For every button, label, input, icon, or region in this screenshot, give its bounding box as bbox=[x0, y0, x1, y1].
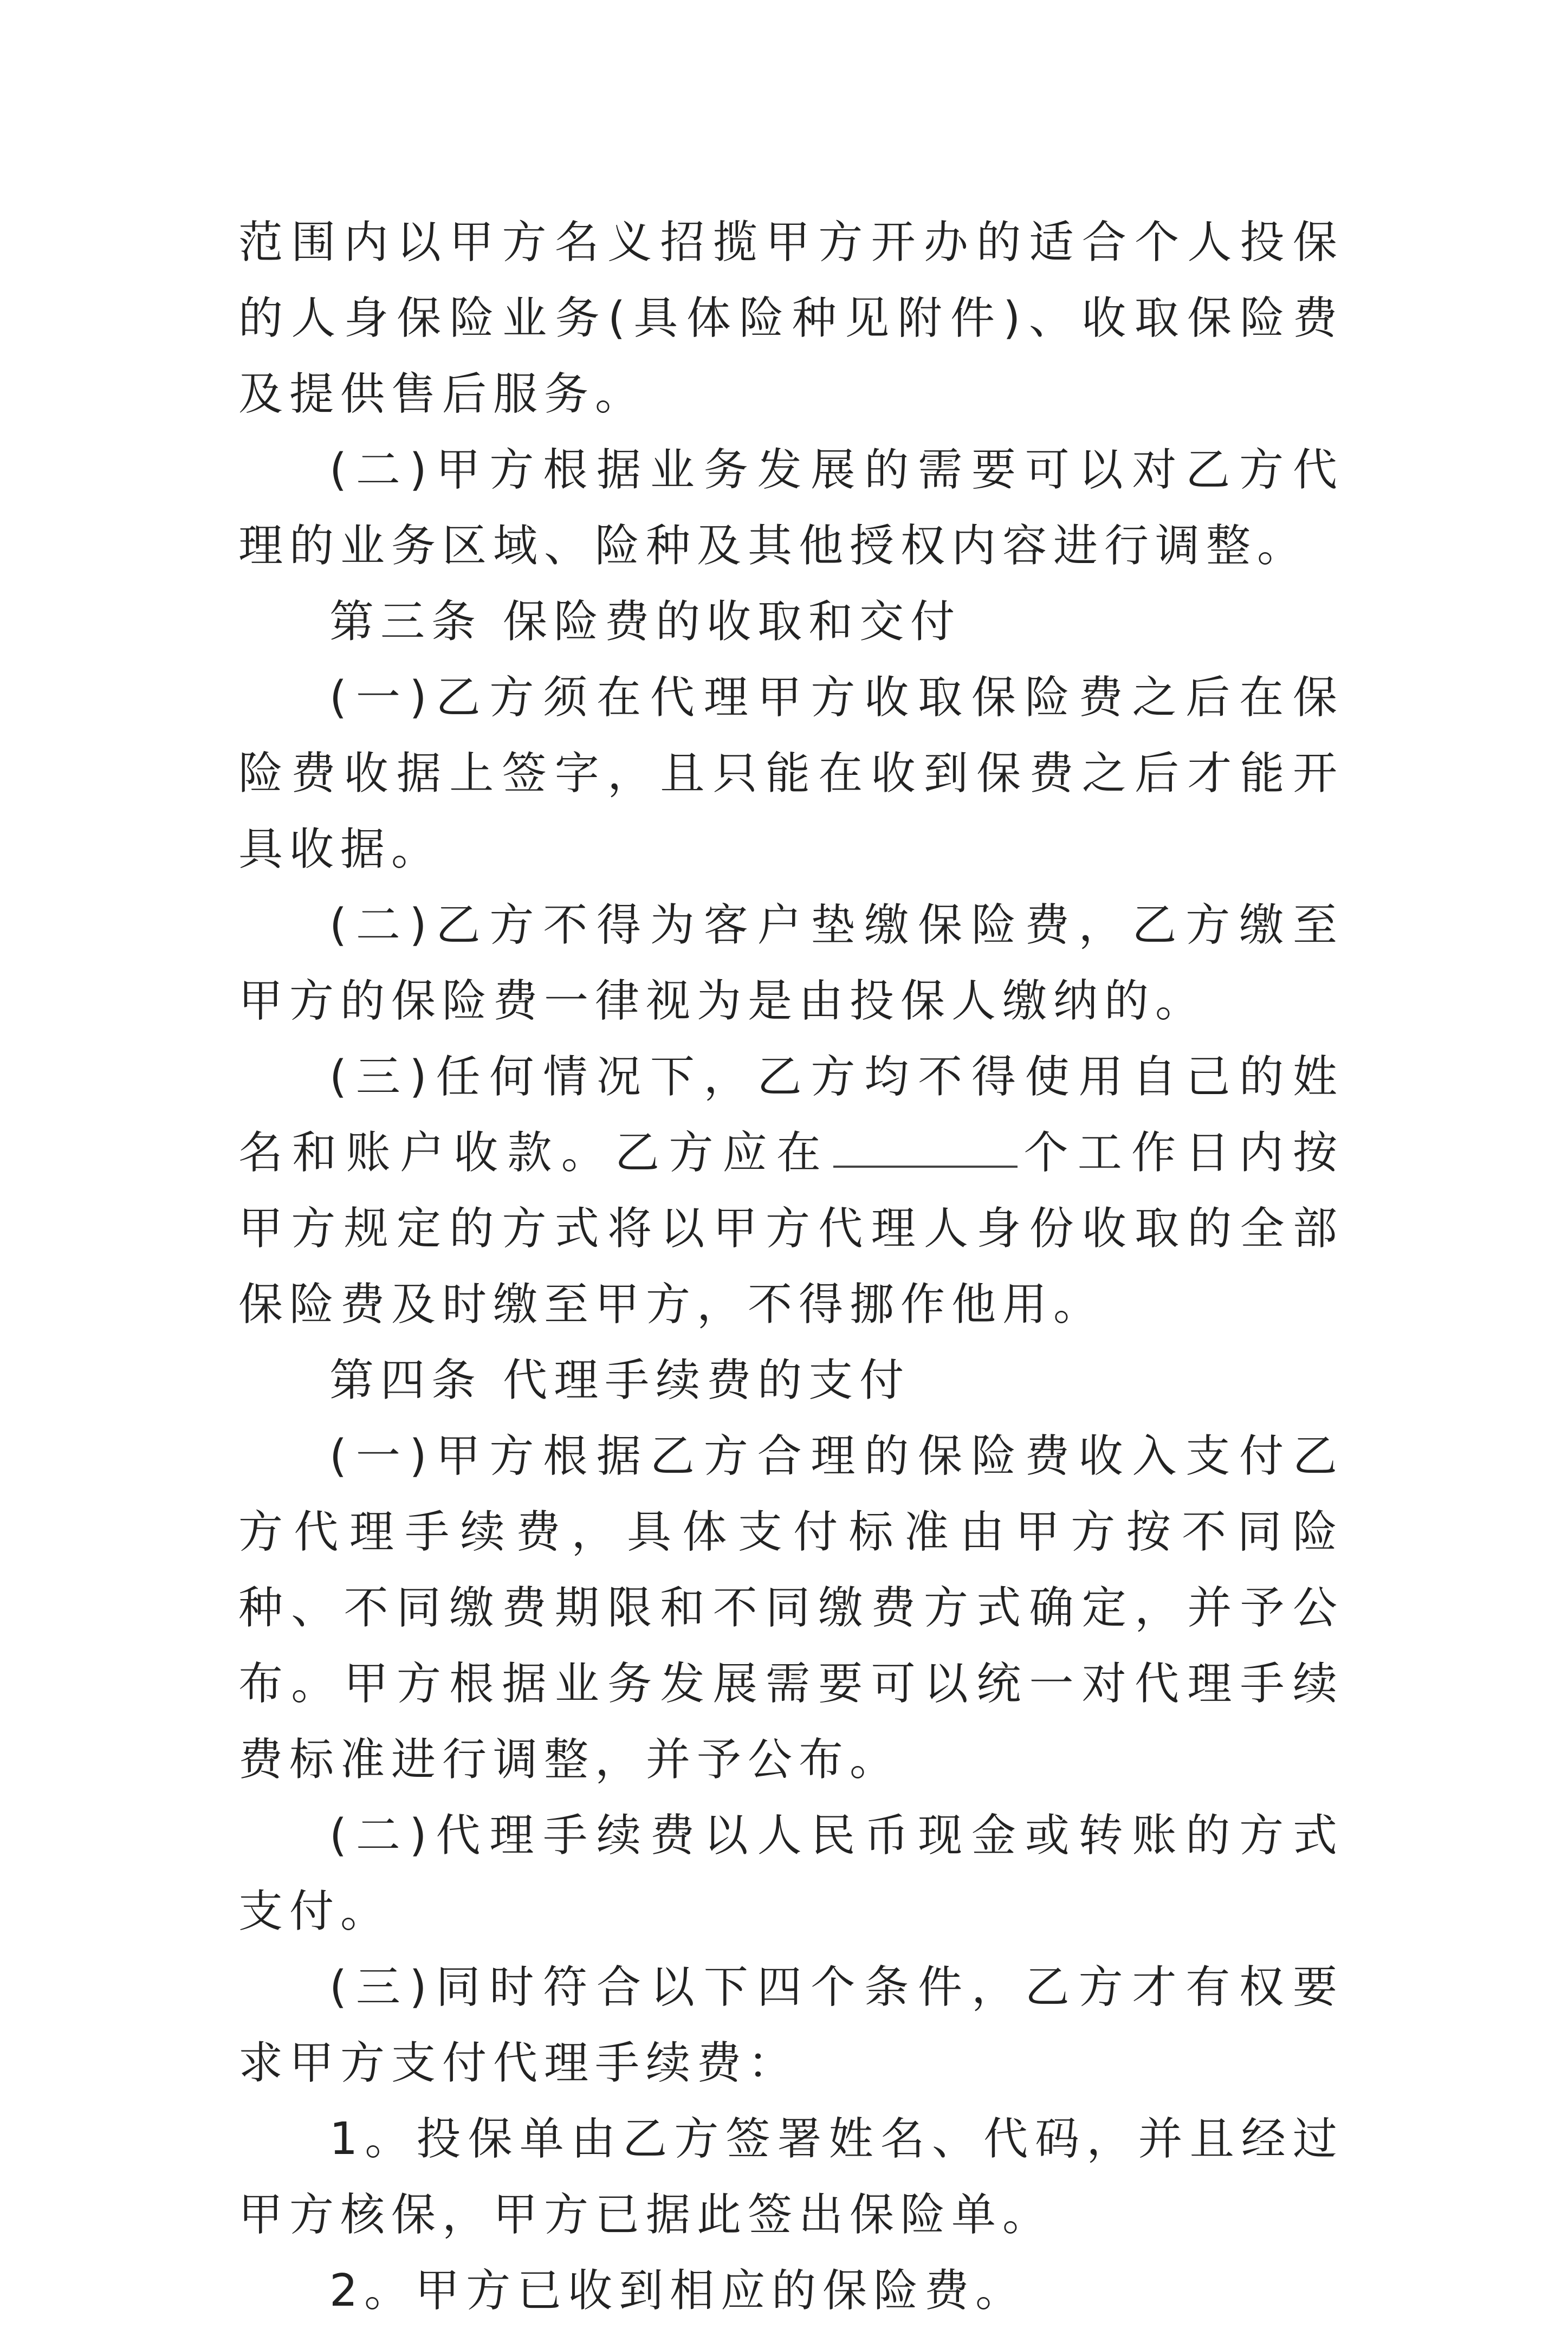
condition-item-2: 2。甲方已收到相应的保险费。 bbox=[329, 2265, 1027, 2317]
paragraph-no-premium-advance: (二)乙方不得为客户垫缴保险费，乙方缴至甲方的保险费一律视为是由投保人缴纳的。 bbox=[238, 900, 1344, 1027]
remittance-text-after-blank: 个工作日内按甲方规定的方式将以甲方代理人身份收取的全部保险费及时缴至甲方，不得挪作他用。 bbox=[238, 1127, 1344, 1330]
remittance-text-before-blank: (三)任何情况下，乙方均不得使用自己的姓名和账户收款。乙方应在 bbox=[238, 1051, 1344, 1179]
paragraph-payment-conditions: (三)同时符合以下四个条件，乙方才有权要求甲方支付代理手续费： bbox=[238, 1962, 1344, 2089]
paragraph-signature-on-receipt: (一)乙方须在代理甲方收取保险费之后在保险费收据上签字，且只能在收到保费之后才能开具收据。 bbox=[238, 672, 1344, 875]
paragraph-commission-standard: (一)甲方根据乙方合理的保险费收入支付乙方代理手续费，具体支付标准由甲方按不同险种、不同缴费期限和不同缴费方式确定，并予公布。甲方根据业务发展需要可以统一对代理手续费标准进行调整，并予公布。 bbox=[238, 1431, 1344, 1785]
paragraph-scope-continuation: 范围内以甲方名义招揽甲方开办的适合个人投保的人身保险业务(具体险种见附件)、收取保险费及提供售后服务。 bbox=[238, 217, 1344, 420]
paragraph-adjustment-of-authorization: (二)甲方根据业务发展的需要可以对乙方代理的业务区域、险种及其他授权内容进行调整。 bbox=[238, 444, 1344, 572]
days-blank-field[interactable] bbox=[833, 1128, 1018, 1168]
paragraph-payment-method: (二)代理手续费以人民币现金或转账的方式支付。 bbox=[238, 1810, 1344, 1937]
document-body bbox=[238, 205, 1344, 2329]
heading-article-4: 第四条 代理手续费的支付 bbox=[329, 1355, 911, 1406]
heading-article-3: 第三条 保险费的收取和交付 bbox=[329, 596, 962, 648]
paragraph-remittance-deadline bbox=[238, 1039, 1344, 1343]
condition-item-1: 1。投保单由乙方签署姓名、代码，并且经过甲方核保，甲方已据此签出保险单。 bbox=[238, 2113, 1344, 2241]
